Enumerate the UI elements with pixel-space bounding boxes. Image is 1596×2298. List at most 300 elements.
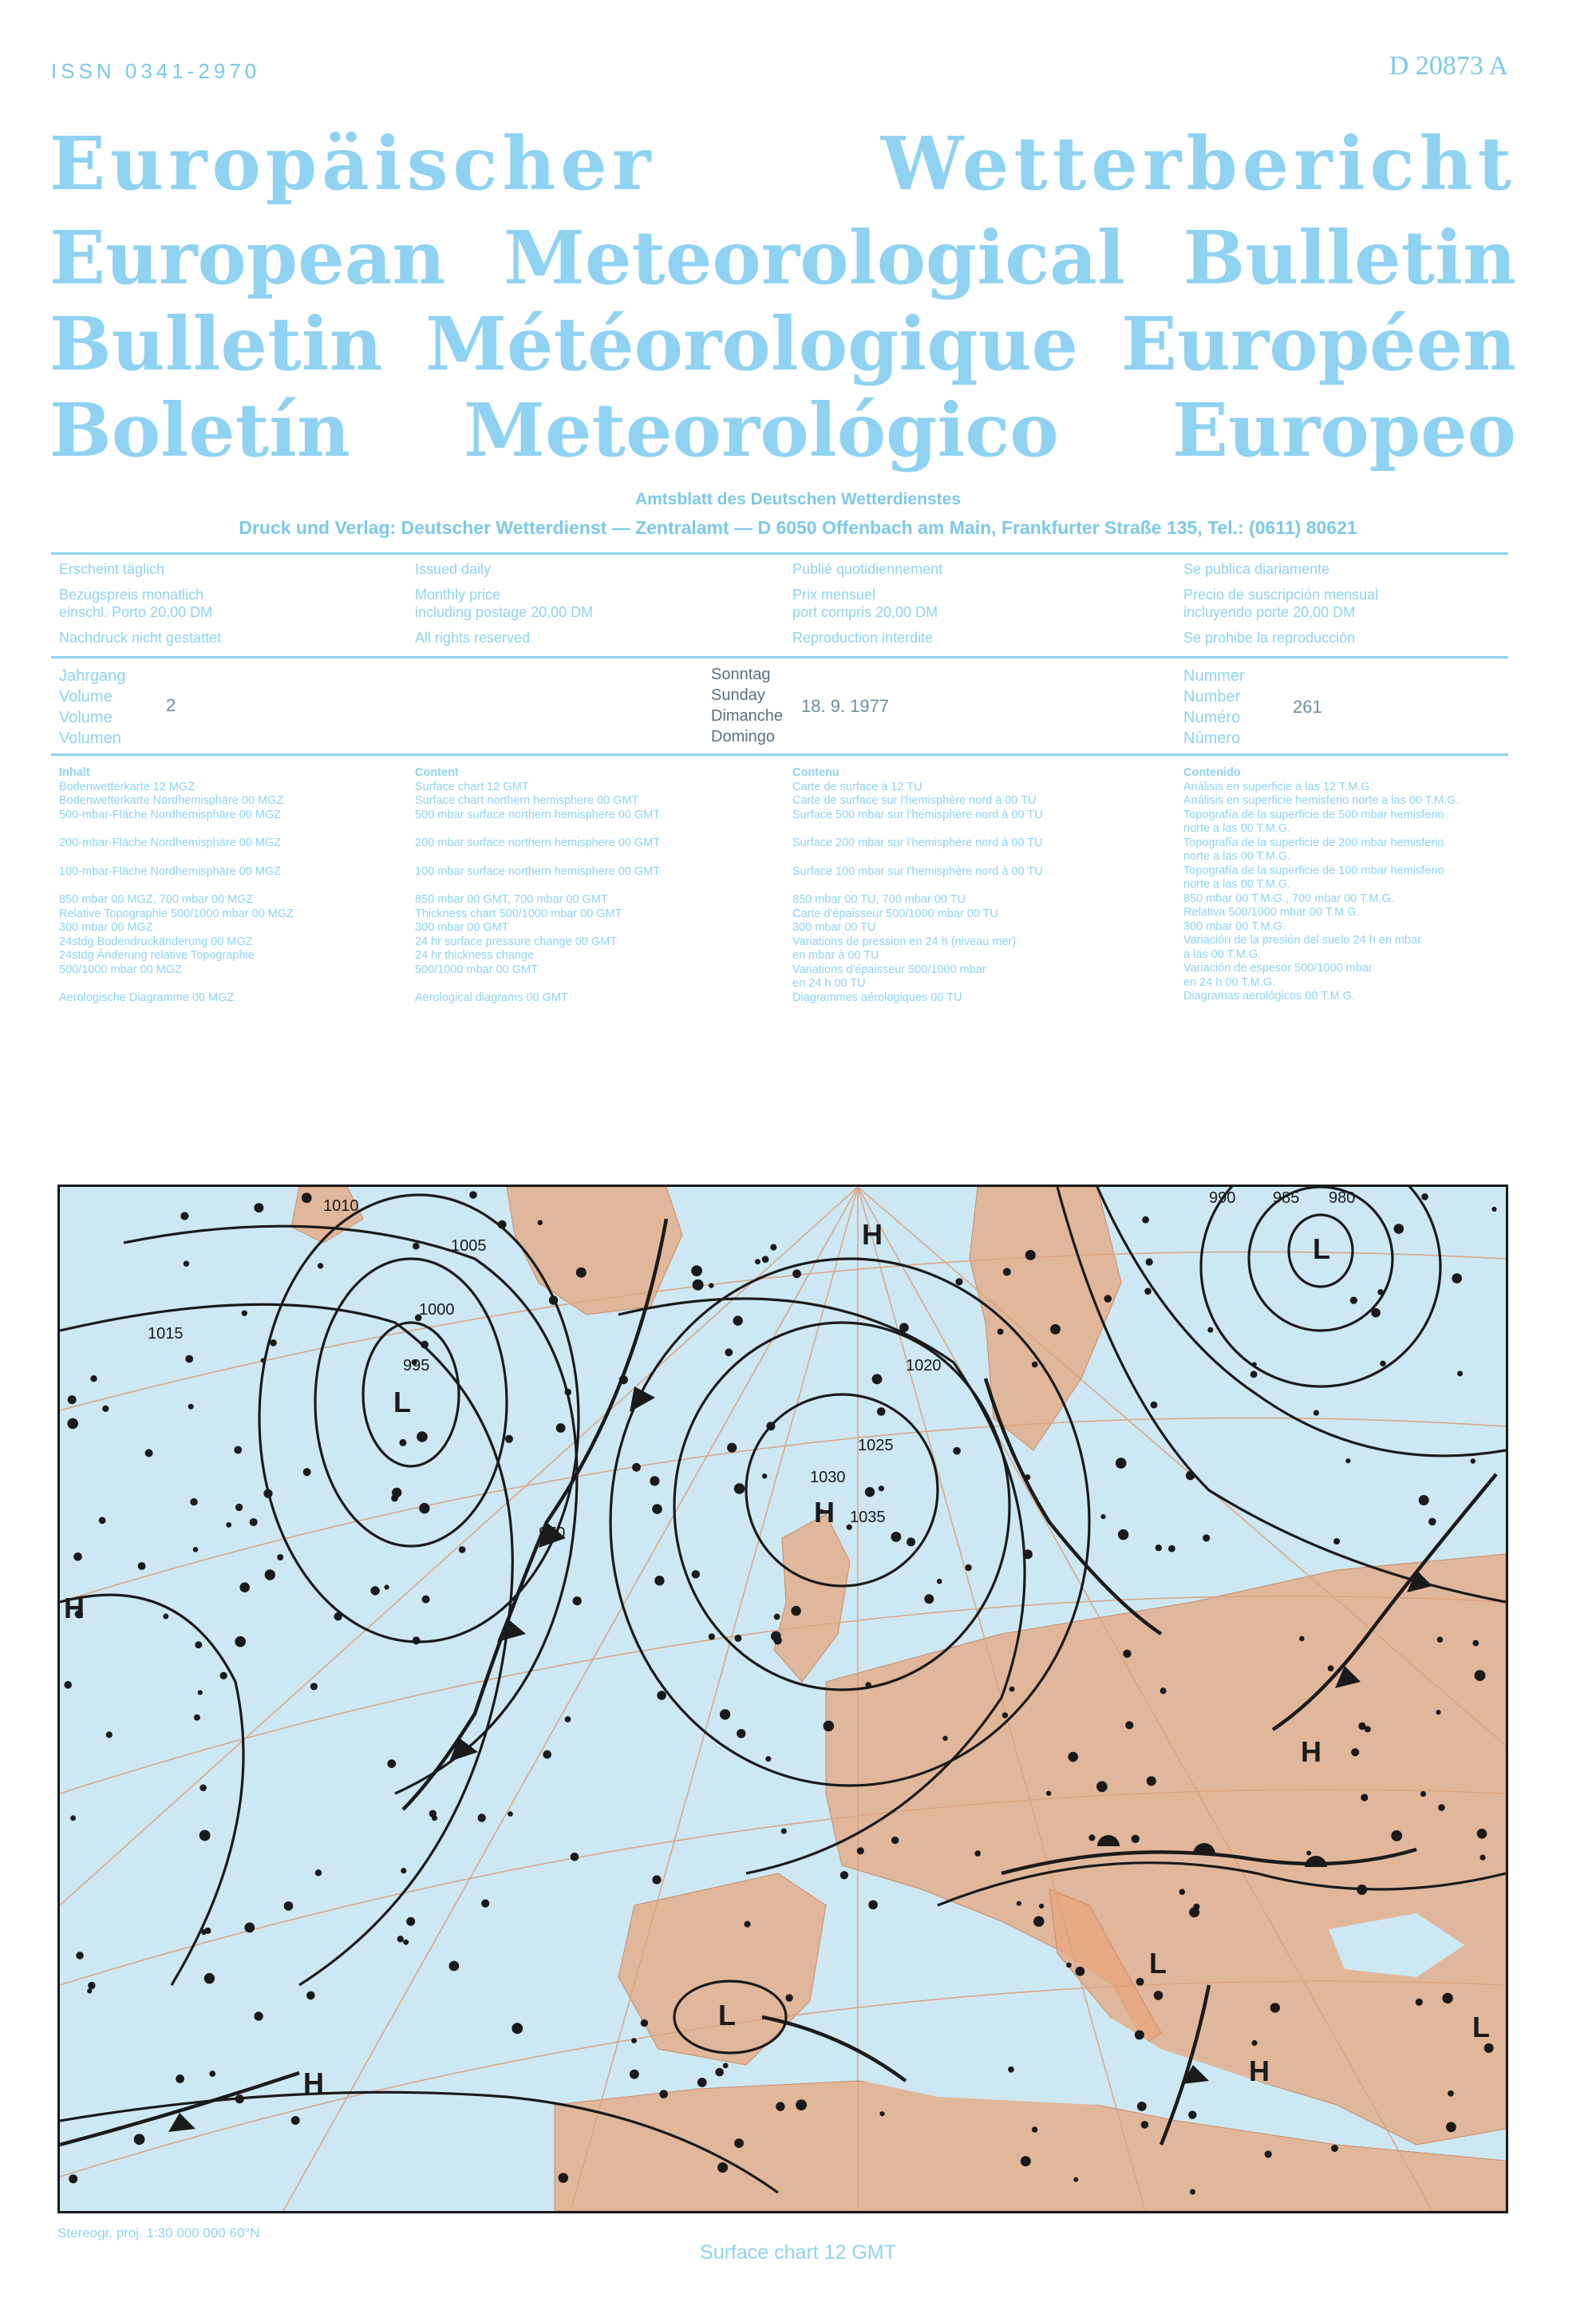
contents-item: Topografía de la superficie de 200 mbar hemisferio — [1183, 836, 1444, 849]
station-dot — [1188, 2110, 1196, 2118]
station-dot — [1333, 1538, 1340, 1545]
cold-front — [60, 2073, 299, 2145]
info-line: Precio de suscripción mensual — [1183, 587, 1379, 603]
station-dot — [413, 1243, 420, 1250]
station-dot — [318, 1263, 323, 1268]
station-dot — [235, 1636, 246, 1647]
contents-item: 850 mbar 00 T.M.G., 700 mbar 00 T.M.G. — [1183, 892, 1394, 905]
low-pressure-center: L — [1472, 2011, 1490, 2043]
info-line: Reproduction interdite — [792, 630, 934, 646]
station-dot — [1032, 2126, 1037, 2132]
station-dot — [185, 1355, 193, 1363]
contents-item: 850 mbar 00 GMT, 700 mbar 00 GMT — [415, 893, 608, 906]
contents-item: norte a las 00 T.M.G. — [1183, 878, 1291, 891]
station-dot — [974, 1850, 981, 1857]
contents-item: norte a las 00 T.M.G. — [1183, 850, 1291, 863]
title-spanish — [49, 386, 1516, 474]
station-dot — [650, 1476, 659, 1485]
station-dot — [1118, 1529, 1128, 1540]
isobar-label: 980 — [1329, 1189, 1356, 1207]
contents-item: Surface chart 12 GMT — [415, 780, 529, 793]
isobar-label: 990 — [1209, 1189, 1236, 1207]
station-dot — [90, 1375, 97, 1382]
info-line: incluyendo porte 20,00 DM — [1183, 604, 1356, 620]
station-dot — [1146, 1258, 1153, 1265]
station-dot — [1088, 1834, 1095, 1841]
station-dot — [865, 1487, 875, 1497]
issn-label: ISSN 0341-2970 — [51, 59, 261, 83]
volume-number: 2 — [166, 695, 176, 715]
station-dot — [1003, 1268, 1011, 1276]
station-dot — [1156, 1545, 1162, 1551]
station-dot — [1160, 1687, 1167, 1694]
number-label: Numéro — [1183, 709, 1241, 726]
station-dot — [727, 1443, 737, 1453]
station-dot — [709, 1633, 715, 1639]
station-dot — [774, 1614, 780, 1620]
station-dot — [1002, 1712, 1008, 1718]
number-labels — [1183, 666, 1245, 749]
station-dot — [422, 1596, 430, 1604]
station-dot — [399, 1439, 406, 1446]
station-dot — [64, 1681, 72, 1689]
station-dot — [459, 1546, 466, 1553]
station-dot — [907, 1537, 915, 1546]
title-word: Boletín — [49, 387, 350, 473]
station-dot — [1136, 1978, 1144, 1986]
isobar-labels — [148, 1189, 1355, 1542]
station-dot — [1448, 2090, 1454, 2097]
station-dot — [1154, 1991, 1163, 2000]
info-line: Publié quotidiennement — [792, 561, 943, 577]
station-dot — [195, 1641, 202, 1648]
station-dot — [226, 1522, 231, 1528]
station-dot — [1394, 1224, 1404, 1234]
issue-date: 18. 9. 1977 — [801, 696, 890, 716]
station-dot — [879, 2111, 884, 2116]
station-dot — [1299, 1636, 1305, 1642]
station-dot — [184, 1261, 189, 1267]
isobar-label: 1005 — [451, 1237, 487, 1255]
station-dot — [868, 1900, 878, 1910]
station-dot — [734, 2138, 744, 2148]
britain-landmass — [774, 1514, 850, 1682]
title-word: Bulletin — [49, 301, 383, 387]
contents-item: 24 hr thickness change — [415, 949, 535, 962]
title-word: European — [49, 215, 446, 301]
publisher-line: Druck und Verlag: Deutscher Wetterdienst — Zentralamt — D 6050 Offenbach am Main, Frankfurter Straße 135, Tel.: (0611) 80621 — [239, 517, 1357, 538]
contents-item: a las 00 T.M.G. — [1183, 947, 1262, 961]
station-dot — [1032, 1362, 1038, 1368]
map-canvas — [60, 1187, 1506, 2211]
station-dot — [193, 1547, 199, 1552]
station-dot — [791, 1606, 800, 1616]
station-dot — [1437, 1637, 1443, 1643]
isobar-label: 970 — [539, 1525, 566, 1542]
contents-item: 100-mbar-Fläche Nordhemisphäre 00 MGZ — [59, 864, 282, 878]
baltic-sea — [1089, 1347, 1145, 1522]
station-dot — [508, 1811, 513, 1817]
station-dot — [652, 1504, 662, 1514]
station-dot — [1436, 1710, 1440, 1715]
station-dot — [937, 1579, 942, 1584]
title-french — [49, 300, 1516, 388]
station-dot — [965, 1564, 971, 1571]
station-dot — [1391, 1830, 1402, 1841]
contents-item: 500 mbar surface northern hemisphere 00 GMT — [415, 808, 661, 821]
low-pressure-center: L — [1313, 1232, 1330, 1265]
station-dot — [385, 1584, 389, 1589]
station-dot — [209, 2071, 215, 2077]
station-dot — [417, 1431, 428, 1442]
station-dot — [654, 1576, 664, 1585]
info-line: Se publica diariamente — [1183, 561, 1330, 577]
station-dot — [200, 1830, 211, 1841]
isobar-label: 985 — [1273, 1189, 1300, 1207]
issue-number: 261 — [1293, 697, 1322, 717]
station-dot — [397, 1936, 404, 1942]
station-dot — [538, 1220, 543, 1225]
station-dot — [254, 2011, 263, 2020]
station-dot — [1452, 1273, 1462, 1283]
station-dot — [630, 2070, 639, 2079]
station-dot — [1066, 1963, 1072, 1968]
station-dot — [857, 1847, 864, 1854]
station-dot — [68, 1395, 77, 1404]
high-pressure-center: H — [862, 1218, 883, 1251]
contents-item: Variación de la presión del suelo 24 h en mbar — [1183, 934, 1421, 947]
contents-item: 850 mbar 00 TU, 700 mbar 00 TU — [792, 893, 966, 906]
contents-item: Carte d'épaisseur 500/1000 mbar 00 TU — [792, 907, 999, 920]
station-dot — [657, 1691, 666, 1700]
station-dot — [239, 1582, 250, 1592]
station-dot — [641, 2019, 648, 2027]
station-dot — [163, 1614, 168, 1620]
station-dot — [270, 1339, 277, 1347]
station-dot — [1250, 1370, 1258, 1378]
station-dot — [632, 1463, 641, 1472]
contents-english — [415, 766, 660, 1006]
station-dot — [796, 2099, 807, 2110]
station-dot — [556, 1423, 566, 1433]
station-dot — [1141, 2121, 1149, 2129]
station-dot — [1265, 2150, 1272, 2158]
station-dot — [717, 2162, 728, 2173]
station-dot — [1331, 2145, 1338, 2152]
contents-item: Análisis en superficie hemisferio norte a las 00 T.M.G. — [1183, 794, 1460, 807]
info-line: including postage 20,00 DM — [415, 604, 594, 620]
info-english — [415, 560, 593, 647]
info-line: einschl. Porto 20,00 DM — [59, 604, 213, 620]
station-dot — [469, 1191, 477, 1199]
rule-top — [51, 552, 1508, 555]
title-word: Wetterbericht — [880, 121, 1516, 207]
contents-item: Aerologische Diagramme 00 MGZ — [59, 991, 235, 1004]
station-dot — [1457, 1370, 1463, 1376]
low-pressure-center: L — [1149, 1947, 1167, 1980]
station-dot — [1442, 1993, 1452, 2003]
contents-item: 200 mbar surface northern hemisphere 00 GMT — [415, 837, 661, 849]
station-dot — [277, 1554, 283, 1560]
rule-middle — [51, 656, 1508, 659]
contents-item: Diagramas aerológicos 00 T.M.G. — [1183, 990, 1355, 1003]
info-german — [59, 560, 221, 647]
isobar-label: 1035 — [850, 1509, 886, 1526]
front-triangle — [497, 1618, 526, 1642]
station-dot — [198, 1690, 203, 1695]
station-dot — [840, 1871, 848, 1879]
station-dot — [73, 1552, 82, 1561]
contents-item: en 24 h 00 TU — [792, 977, 866, 990]
station-dot — [176, 2075, 184, 2083]
station-dot — [1132, 1835, 1140, 1843]
title-english — [49, 214, 1516, 302]
info-line: Nachdruck nicht gestattet — [59, 630, 222, 646]
station-dot — [1420, 1791, 1426, 1797]
station-dot — [543, 1750, 551, 1759]
station-dot — [691, 1265, 702, 1276]
title-word: Meteorológico — [464, 387, 1059, 473]
station-dot — [403, 1940, 409, 1945]
contents-item: Carte de surface sur l'hemisphère nord à 00 TU — [792, 794, 1037, 807]
station-dot — [1009, 1687, 1015, 1692]
station-dot — [391, 1494, 398, 1501]
title-word: Europäischer — [49, 121, 656, 207]
station-dot — [67, 1418, 78, 1430]
info-line: port compris 20,00 DM — [792, 604, 938, 620]
station-dot — [1203, 1534, 1210, 1541]
contents-item: en 24 h 00 T.M.G. — [1183, 975, 1275, 989]
isobar-label: 1010 — [323, 1197, 359, 1215]
station-dot — [106, 1731, 113, 1738]
station-dot — [765, 1756, 771, 1762]
station-dot — [1189, 1907, 1199, 1917]
station-dot — [762, 1473, 767, 1478]
volume-labels — [59, 666, 125, 749]
station-dot — [734, 1635, 741, 1642]
contents-french — [792, 766, 1043, 1005]
contents-item: en mbar à 00 TU — [792, 949, 879, 962]
isobar — [60, 1595, 243, 1985]
title-word: Météorologique — [425, 301, 1079, 387]
volume-label: Volume — [59, 709, 113, 726]
station-dot — [755, 1259, 760, 1264]
station-dot — [559, 2173, 569, 2183]
day-label: Sonntag — [711, 666, 771, 683]
info-line: Erscheint täglich — [59, 561, 165, 577]
isobar — [363, 1323, 459, 1466]
contents-item: Variations d'épaisseur 500/1000 mbar — [792, 963, 986, 976]
station-dot — [824, 1721, 835, 1732]
station-dot — [432, 1815, 437, 1821]
station-dot — [776, 2102, 784, 2110]
station-dot — [571, 1853, 579, 1861]
contents-item: 300 mbar 00 T.M.G. — [1183, 920, 1286, 933]
isobar-label: 1000 — [419, 1301, 455, 1319]
number-label: Nummer — [1183, 667, 1245, 685]
isobar — [674, 1323, 1009, 1690]
station-dot — [725, 1348, 733, 1356]
station-dot — [1491, 1207, 1496, 1212]
info-line: Se prohibe la reproducción — [1183, 630, 1356, 646]
station-dot — [652, 1875, 661, 1884]
station-dot — [723, 2063, 729, 2068]
station-dot — [188, 1404, 194, 1410]
contents-item: Variations de pression en 24 h (niveau mer) — [792, 935, 1017, 948]
station-dot — [1306, 1851, 1311, 1856]
station-dot — [234, 1446, 242, 1454]
contents-item: 24stdg Änderung relative Topographie — [59, 949, 255, 962]
station-dot — [99, 1517, 106, 1524]
station-dot — [1137, 2102, 1147, 2111]
station-dot — [1190, 2189, 1195, 2195]
contents-heading: Inhalt — [59, 766, 90, 779]
station-dot — [1168, 1545, 1175, 1552]
surface-weather-map — [57, 1185, 1508, 2213]
station-dot — [291, 2116, 300, 2125]
contents-item: Diagrammes aérologiques 00 TU — [792, 991, 962, 1004]
station-dot — [406, 1917, 415, 1926]
station-dot — [244, 1923, 255, 1933]
station-dot — [102, 1406, 109, 1412]
station-dot — [565, 1716, 571, 1723]
station-dot — [220, 1672, 227, 1679]
station-dot — [315, 1869, 322, 1876]
station-dot — [1472, 1640, 1479, 1647]
station-dot — [505, 1435, 513, 1443]
station-dot — [1365, 1726, 1371, 1732]
station-dot — [145, 1450, 153, 1458]
station-dot — [419, 1503, 429, 1513]
volume-label: Volumen — [59, 730, 121, 747]
station-dot — [134, 2134, 145, 2145]
volume-label: Volume — [59, 688, 113, 706]
station-dot — [733, 1315, 743, 1325]
station-dot — [370, 1586, 379, 1595]
map-caption: Surface chart 12 GMT — [700, 2241, 896, 2264]
station-dot — [1471, 1458, 1476, 1463]
station-dot — [924, 1594, 934, 1604]
station-dot — [953, 1447, 961, 1455]
station-dot — [697, 2078, 707, 2087]
station-dot — [1135, 2030, 1144, 2039]
contents-heading: Contenu — [792, 766, 839, 779]
contents-item: 300 mbar 00 TU — [792, 921, 876, 934]
postal-code: D 20873 A — [1389, 51, 1508, 81]
info-line: Bezugspreis monatlich — [59, 587, 204, 603]
front-triangle — [168, 2113, 196, 2132]
contents-item: 24stdg Bodendruckänderung 00 MGZ — [59, 935, 253, 948]
station-dot — [631, 2038, 637, 2043]
station-dot — [194, 1715, 200, 1721]
station-dot — [481, 1900, 489, 1908]
station-dot — [762, 1256, 769, 1263]
station-dot — [1479, 1855, 1485, 1861]
station-dot — [891, 1837, 899, 1844]
contents-item: Análisis en superficie a las 12 T.M.G. — [1183, 780, 1373, 793]
station-dot — [1328, 1665, 1334, 1671]
contents-item: 850 mbar 00 MGZ, 700 mbar 00 MGZ — [59, 893, 254, 906]
gazette-line: Amtsblatt des Deutschen Wetterdienstes — [634, 490, 962, 508]
station-dot — [955, 1278, 962, 1285]
station-dot — [781, 1829, 787, 1834]
contents-item: 300 mbar 00 MGZ — [59, 921, 153, 934]
station-dot — [576, 1268, 587, 1278]
contents-item: Aerological diagrams 00 GMT — [415, 991, 568, 1004]
contents-heading: Content — [415, 766, 459, 779]
station-dot — [1046, 1791, 1051, 1796]
contents-item: 500/1000 mbar 00 GMT — [415, 963, 538, 976]
station-dot — [478, 1813, 486, 1821]
info-line: Issued daily — [415, 561, 492, 577]
station-dot — [387, 1759, 396, 1768]
contents-item: Surface 100 mbar sur l'hemisphère nord à 00 TU — [792, 864, 1043, 878]
station-dot — [1068, 1752, 1078, 1762]
station-dot — [1350, 1297, 1357, 1304]
station-dot — [770, 1244, 776, 1251]
station-dot — [693, 1280, 704, 1291]
title-word: Europeo — [1171, 387, 1516, 473]
contents-item: Relative Topographie 500/1000 mbar 00 MGZ — [59, 907, 294, 920]
contents-spanish — [1183, 766, 1459, 1004]
station-dot — [449, 1961, 460, 1972]
contents-german — [59, 766, 294, 1006]
station-dot — [1076, 1967, 1085, 1976]
low-pressure-center: L — [718, 1999, 736, 2031]
station-dot — [69, 2174, 77, 2183]
station-dot — [1008, 2067, 1014, 2073]
projection-note: Stereogr. proj. 1:30 000 000 60°N — [57, 2225, 260, 2241]
contents-item: 100 mbar surface northern hemisphere 00 GMT — [415, 864, 661, 878]
station-dot — [1475, 1670, 1486, 1681]
station-dot — [88, 1982, 95, 1989]
contents-item: 200-mbar-Fläche Nordhemisphäre 00 MGZ — [59, 837, 282, 849]
day-label: Dimanche — [711, 707, 784, 725]
isobar-label: 1030 — [810, 1469, 846, 1486]
high-pressure-center: H — [814, 1496, 835, 1529]
isobar-label: 1015 — [148, 1325, 184, 1343]
station-dot — [254, 1203, 263, 1212]
station-dot — [242, 1311, 247, 1316]
rule-bottom — [51, 753, 1508, 756]
station-dot — [1021, 2156, 1031, 2166]
high-pressure-center: H — [1249, 2055, 1270, 2087]
title-german — [49, 120, 1516, 208]
station-dot — [709, 1283, 713, 1287]
station-dot — [1050, 1324, 1061, 1335]
contents-item: Surface 200 mbar sur l'hemisphère nord à 00 TU — [792, 837, 1043, 849]
station-dot — [200, 1785, 207, 1792]
title-word: Bulletin — [1183, 215, 1516, 301]
station-dot — [1125, 1721, 1133, 1729]
station-dot — [877, 1407, 886, 1416]
station-dot — [692, 1570, 700, 1578]
station-dot — [1446, 2122, 1456, 2132]
volume-label: Jahrgang — [59, 667, 126, 685]
station-dot — [891, 1532, 902, 1542]
isobar-label: 995 — [403, 1357, 430, 1374]
number-label: Número — [1183, 730, 1241, 747]
station-dot — [1100, 1514, 1105, 1519]
station-dot — [401, 1868, 406, 1873]
day-label: Sunday — [711, 686, 765, 704]
station-dot — [265, 1569, 275, 1580]
info-spanish — [1183, 560, 1378, 647]
station-dot — [715, 2068, 724, 2077]
station-dot — [1416, 1999, 1423, 2006]
contents-item: 300 mbar 00 GMT — [415, 921, 509, 934]
station-dot — [1314, 1410, 1319, 1416]
